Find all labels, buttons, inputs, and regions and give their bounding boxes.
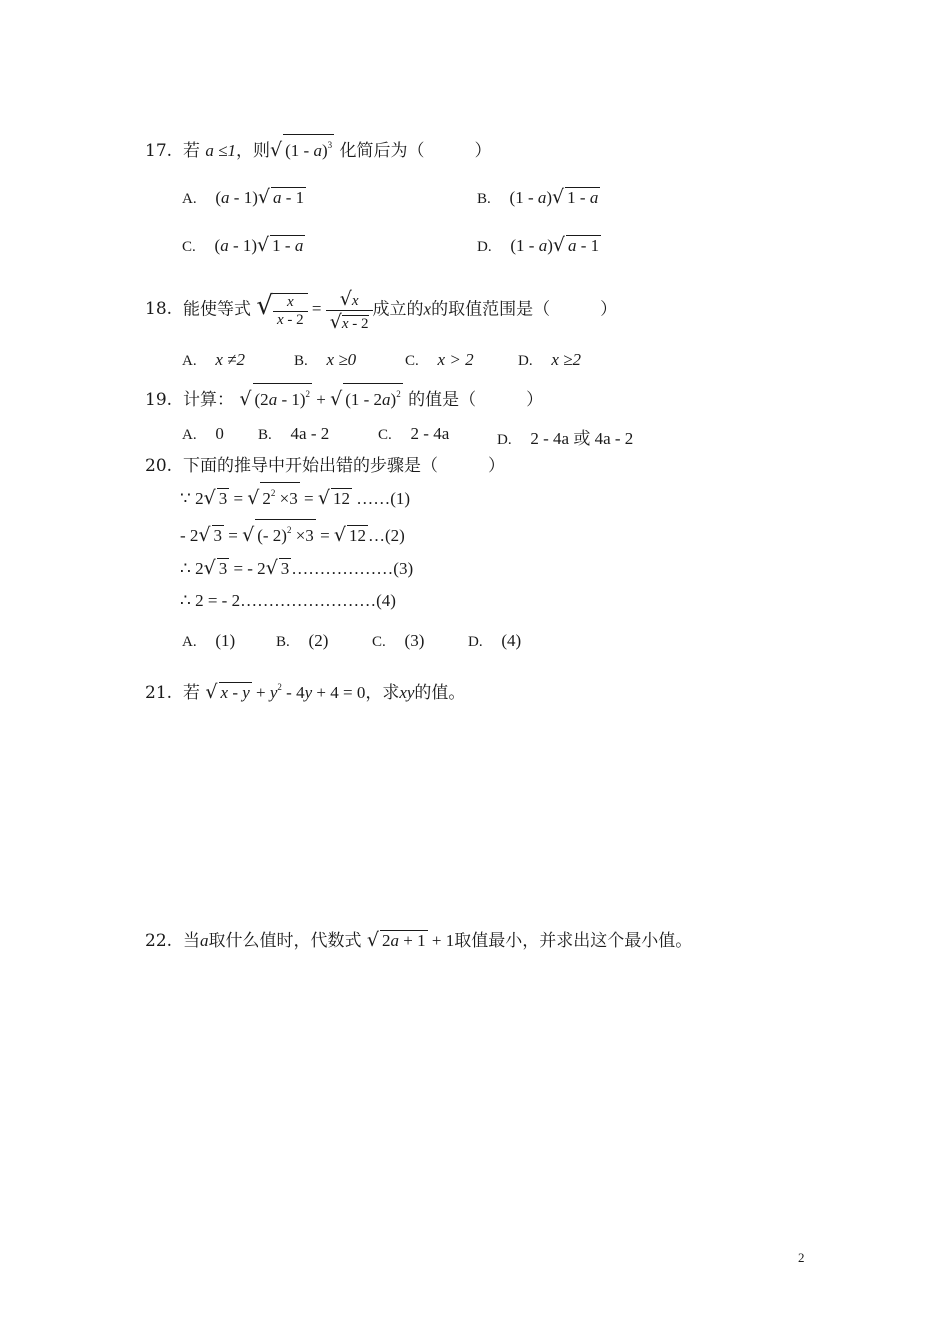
question-text: 下面的推导中开始出错的步骤是（ (183, 456, 438, 476)
question-text-mid: 取什么值时，代数式 (208, 931, 362, 951)
option-20-a[interactable] (182, 631, 235, 651)
option-expr: x > 2 (437, 350, 474, 369)
question-text-pre: 计算： (183, 390, 234, 410)
option-19-c[interactable] (378, 424, 449, 444)
option-19-b[interactable] (258, 424, 329, 444)
option-19-d[interactable] (497, 424, 633, 449)
step-marker: …(2) (368, 526, 405, 545)
question-number: 21. (145, 683, 173, 703)
question-number: 17. (145, 141, 173, 161)
question-18 (145, 288, 617, 333)
option-expr: (1) (215, 631, 236, 650)
radical-expr: √ (1 - a)$^3$ (270, 141, 334, 160)
variable: xy (399, 683, 415, 702)
option-expr: (a - 1)√ a - 1 (215, 186, 305, 208)
option-17-d[interactable] (477, 234, 601, 256)
option-label: C. (372, 634, 386, 650)
option-label: B. (294, 353, 308, 369)
question-text-tail: 的值。 (414, 683, 466, 703)
option-label: B. (276, 634, 290, 650)
option-expr: x ≥2 (551, 350, 582, 369)
question-text-pre: 能使等式 (183, 299, 251, 320)
option-label: B. (258, 427, 272, 443)
derivation-step-1: ∵ 2√ 3 = √ $2^2 \times 3$ = √ 12 ……(1) (180, 482, 410, 509)
question-text-pre: 当 (183, 931, 200, 951)
option-expr: (a - 1)√ 1 - a (214, 234, 304, 256)
radical-expr: √ (2a - 1)$^2$ + √ (1 - 2a)$^2$ (239, 390, 402, 409)
option-18-a[interactable] (182, 350, 245, 370)
question-text-post: 的值是（ (408, 390, 477, 410)
option-expr: x ≥0 (326, 350, 357, 369)
question-text-tail: 的取值范围是（ (431, 299, 551, 320)
option-expr: (4) (501, 631, 522, 650)
option-label: C. (182, 239, 196, 255)
option-label: D. (497, 432, 512, 448)
option-17-a[interactable] (182, 186, 306, 208)
expression: √ 2a + 1 + 1 (366, 929, 455, 951)
question-text-pre: 若 (183, 683, 200, 703)
question-20 (145, 451, 505, 476)
equation-expr: √ $\frac{x}{x - 2}$ = $\frac{√x}{√x - 2}$ (256, 299, 372, 318)
option-label: C. (378, 427, 392, 443)
option-18-c[interactable] (405, 350, 474, 370)
option-label: B. (477, 191, 491, 207)
question-19 (145, 383, 543, 410)
question-17 (145, 134, 492, 161)
question-number: 22. (145, 931, 173, 951)
option-label: A. (182, 634, 197, 650)
option-20-c[interactable] (372, 631, 424, 651)
option-expr: (3) (404, 631, 425, 650)
option-label: D. (518, 353, 533, 369)
question-text-post: 成立的 (372, 299, 424, 320)
question-21 (145, 678, 465, 703)
option-label: C. (405, 353, 419, 369)
answer-paren-close: ） (474, 141, 492, 161)
derivation-step-4: ∴ 2 = - 2……………………(4) (180, 591, 396, 610)
option-17-c[interactable] (182, 234, 305, 256)
question-text-post: 取值最小，并求出这个最小值。 (454, 931, 693, 951)
question-number: 18. (145, 299, 173, 320)
option-label: A. (182, 191, 197, 207)
question-number: 19. (145, 390, 173, 410)
option-expr: 0 (215, 424, 224, 443)
variable: x (423, 299, 432, 319)
option-18-b[interactable] (294, 350, 356, 370)
variable: a (200, 931, 209, 950)
question-text-pre: 若 (183, 141, 200, 161)
condition-expr: a ≤1 (205, 141, 236, 160)
step-marker: ………………(3) (291, 559, 414, 578)
step-marker: ……(1) (356, 489, 411, 508)
question-text-mid: ，则 (236, 141, 270, 161)
question-number: 20. (145, 456, 173, 476)
option-expr: (2) (308, 631, 329, 650)
option-17-b[interactable] (477, 186, 600, 208)
option-20-d[interactable] (468, 631, 521, 651)
option-19-a[interactable] (182, 424, 224, 444)
answer-paren-close: ） (526, 390, 544, 410)
question-text-post: 化简后为（ (339, 141, 425, 161)
option-expr: x ≠2 (215, 350, 246, 369)
answer-paren-close: ） (488, 456, 505, 476)
question-22 (145, 926, 692, 951)
option-label: D. (477, 239, 492, 255)
equation-expr: √ $x - y + y^2 - 4y + 4 = 0$ (205, 681, 366, 703)
option-label: D. (468, 634, 483, 650)
option-expr: (1 - a)√ a - 1 (510, 234, 600, 256)
page-number: 2 (798, 1250, 805, 1265)
option-label: A. (182, 427, 197, 443)
answer-paren-close: ） (600, 299, 618, 320)
option-expr: (1 - a)√ 1 - a (509, 186, 599, 208)
option-expr: 2 - 4a 或 4a - 2 (530, 429, 634, 448)
option-20-b[interactable] (276, 631, 328, 651)
question-text-post: ，求 (365, 683, 400, 703)
option-expr: 4a - 2 (290, 424, 330, 443)
option-18-d[interactable] (518, 350, 581, 370)
option-label: A. (182, 353, 197, 369)
option-expr: 2 - 4a (410, 424, 450, 443)
derivation-step-2: - 2√ 3 = √ (- 2)$^2$ ×3 = √ 12 …(2) (180, 519, 405, 546)
step-marker: ……………………(4) (240, 591, 396, 610)
derivation-step-3: ∴ 2√ 3 = - 2√ 3 ………………(3) (180, 557, 414, 579)
